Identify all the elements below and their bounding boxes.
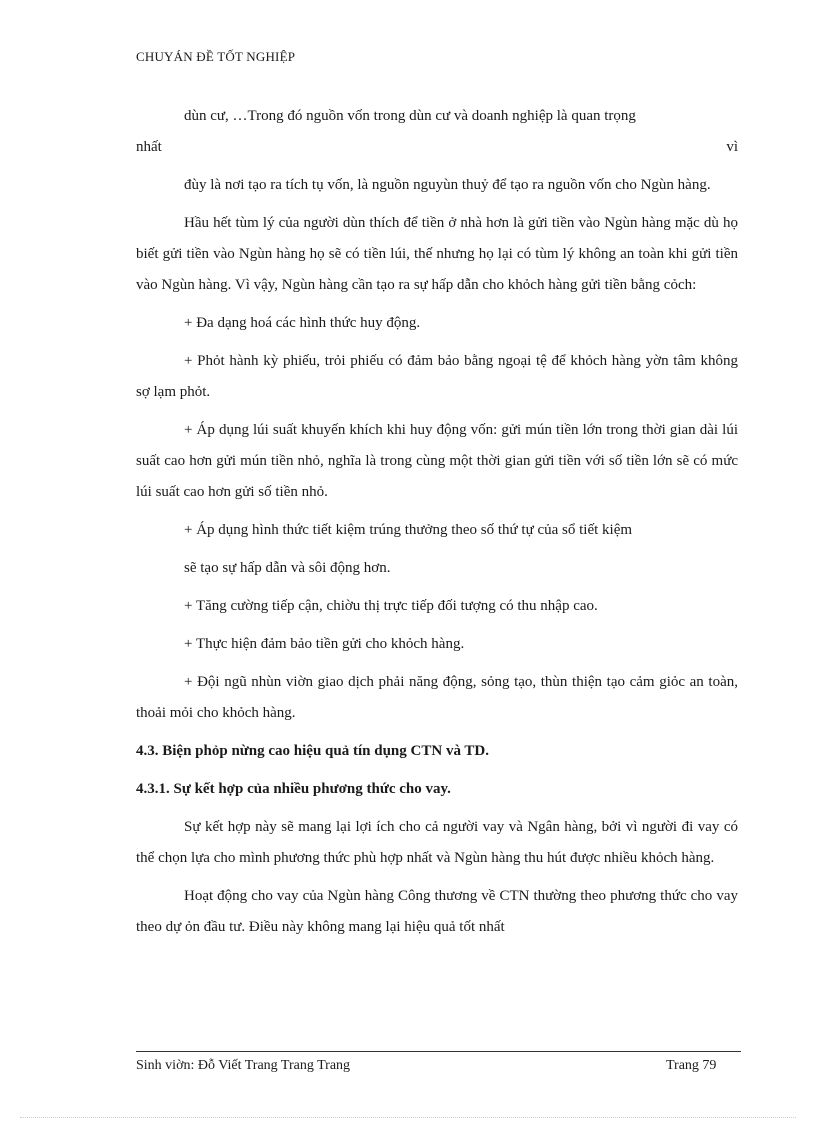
paragraph: dùn cư, …Trong đó nguồn vốn trong dùn cư và doanh nghiệp là quan trọng: [184, 108, 636, 124]
bullet-item-continuation: sẽ tạo sự hấp dẫn và sôi động hơn.: [184, 560, 391, 576]
bullet-item: + Áp dụng lúi suất khuyến khích khi huy động vốn: gửi mún tiền lớn trong thời gian dài lúi suất cao hơn gửi mún tiền nhỏ, nghĩa là trong cùng một thời gian gửi tiền với số tiền lớn sẽ có mức lúi suất cao hơn gửi số tiền nhỏ.: [136, 422, 738, 500]
bullet-item: + Đội ngũ nhùn viờn giao dịch phải năng động, sỏng tạo, thùn thiện tạo cảm giỏc an toàn, thoải mỏi cho khỏch hàng.: [136, 674, 738, 721]
paragraph: đùy là nơi tạo ra tích tụ vốn, là nguồn nguyùn thuỷ để tạo ra nguồn vốn cho Ngùn hàng.: [184, 177, 711, 193]
line-start: nhất: [136, 139, 162, 155]
bullet-item: + Thực hiện đảm bảo tiền gửi cho khỏch hàng.: [184, 636, 465, 652]
paragraph: Hoạt động cho vay của Ngùn hàng Công thương về CTN thường theo phương thức cho vay theo dự ỏn đầu tư. Điều này không mang lại hiệu quả tốt nhất: [136, 888, 738, 935]
footer-divider: [136, 1051, 741, 1052]
paragraph: Hầu hết tùm lý của người dùn thích để tiền ở nhà hơn là gửi tiền vào Ngùn hàng mặc dù họ biết gửi tiền vào Ngùn hàng họ sẽ có tiền lúi, thế nhưng họ lại có tùm lý không an toàn khi gửi tiền vào Ngùn hàng. Vì vậy, Ngùn hàng cần tạo ra sự hấp dẫn cho khỏch hàng gửi tiền bằng cỏch:: [136, 215, 738, 293]
footer-author: Sinh viờn: Đỗ Viết Trang Trang Trang: [136, 1058, 351, 1073]
bullet-item: + Tăng cường tiếp cận, chiờu thị trực tiếp đối tượng có thu nhập cao.: [184, 598, 598, 614]
page-body: [136, 101, 738, 950]
section-heading: 4.3. Biện phỏp nừng cao hiệu quả tín dụng CTN và TD.: [136, 743, 490, 759]
subsection-heading: 4.3.1. Sự kết hợp của nhiều phương thức cho vay.: [136, 781, 451, 797]
bullet-item: + Đa dạng hoá các hình thức huy động.: [184, 315, 421, 331]
footer-page-number: Trang 79: [666, 1058, 717, 1073]
page-header: CHUYÁN ĐỀ TỐT NGHIỆP: [136, 49, 296, 64]
bullet-item: + Phỏt hành kỳ phiếu, trỏi phiếu có đảm bảo bằng ngoại tệ để khỏch hàng yờn tâm không sợ lạm phỏt.: [136, 353, 738, 400]
justified-line: [136, 132, 738, 163]
bullet-item: + Áp dụng hình thức tiết kiệm trúng thưởng theo số thứ tự của sổ tiết kiệm: [184, 522, 633, 538]
page-edge-divider: [20, 1117, 796, 1118]
paragraph: Sự kết hợp này sẽ mang lại lợi ích cho cả người vay và Ngân hàng, bởi vì người đi vay có thể chọn lựa cho mình phương thức phù hợp nhất và Ngùn hàng thu hút được nhiều khỏch hàng.: [136, 819, 738, 866]
line-end: vì: [726, 139, 738, 155]
